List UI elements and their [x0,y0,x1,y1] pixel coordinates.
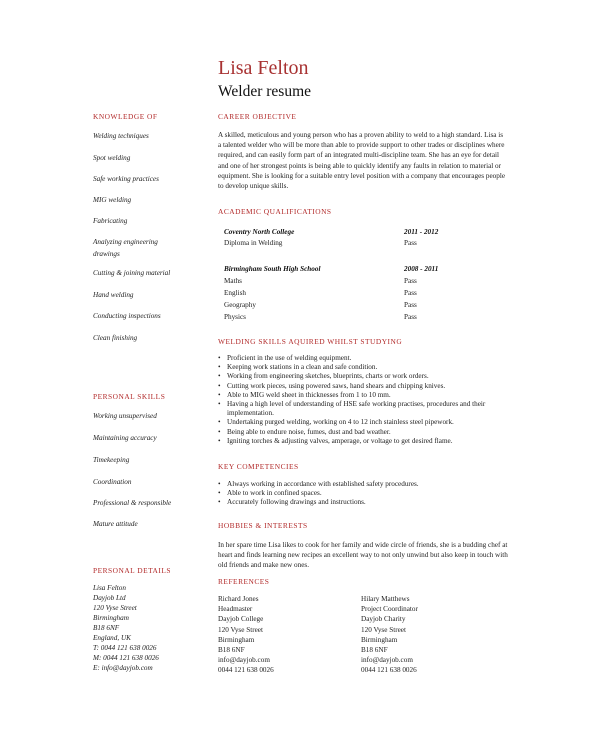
bullet-icon: • [218,489,221,498]
contact-phone: T: 0044 121 638 0026 [93,644,157,652]
skills-heading: PERSONAL SKILLS [93,392,166,401]
ref-line: Hilary Matthews [361,595,410,603]
qual-subject: Physics [224,313,246,321]
qual-result: Pass [404,239,417,247]
qual-result: Pass [404,313,417,321]
qual-result: Pass [404,277,417,285]
knowledge-item: Cutting & joining material [93,269,171,277]
competencies-list [218,480,514,508]
knowledge-item: Clean finishing [93,334,138,342]
contact-line: Birmingham [93,614,129,622]
bullet-icon: • [218,418,221,427]
career-text: A skilled, meticulous and young person who has a proven ability to weld to a high standard. Lisa is a talented welder who will be more than able to provide support to other trades or disciplines where required, and can easily form part of an integrated multi-discipline team. She has an eye for detail and one of her strongest points is being able to quickly identify any faults in relation to material or equipment. She is looking for a suitable entry level position with a company that encourages people to develop unique skills. [218,131,506,191]
qual-subject: Geography [224,301,256,309]
welding-item: • Igniting torches & adjusting valves, amperage, or voltage to get desired flame. [218,436,453,445]
knowledge-item: Welding techniques [93,132,149,140]
bullet-icon: • [218,363,221,372]
qual-subject: Diploma in Welding [224,239,283,247]
welding-item: • Cutting work pieces, using powered saws, hand shears and chipping knives. [218,381,446,390]
welding-item: • Proficient in the use of welding equipment. [218,354,352,362]
reference-left [218,594,274,676]
knowledge-item: Analyzing engineering drawings [93,238,158,258]
qual-institution: Coventry North College [224,228,295,236]
skill-item: Professional & responsible [93,499,172,507]
ref-line: 120 Vyse Street [218,625,263,634]
bullet-icon: • [218,436,221,445]
contact-line: Lisa Felton [93,584,126,592]
ref-line: B18 6NF [218,646,245,655]
skill-item: Coordination [93,478,132,486]
ref-phone: 0044 121 638 0026 [361,666,417,675]
qual-dates: 2011 - 2012 [404,228,439,236]
ref-line: Project Coordinator [361,605,418,614]
academic-heading: ACADEMIC QUALIFICATIONS [218,207,332,216]
ref-line: 120 Vyse Street [361,625,406,634]
ref-line: Birmingham [218,635,255,644]
skill-item: Timekeeping [93,456,130,464]
qual-result: Pass [404,301,417,309]
contact-email: E: info@dayjob.com [93,664,153,672]
contact-line: 120 Vyse Street [93,604,137,612]
ref-line: Birmingham [361,635,398,644]
resume-subtitle: Welder resume [218,83,311,100]
qual-subject: English [224,289,246,297]
knowledge-item: Safe working practices [93,175,159,183]
qual-result: Pass [404,289,417,297]
details-heading: PERSONAL DETAILS [93,566,171,575]
skill-item: Working unsupervised [93,412,157,420]
knowledge-item: Hand welding [93,291,134,299]
resume-name: Lisa Felton [218,57,309,79]
bullet-icon: • [218,372,221,381]
competency-item: • Able to work in confined spaces. [218,489,322,498]
welding-list [218,354,514,446]
hobbies-heading: HOBBIES & INTERESTS [218,521,308,530]
skill-item: Maintaining accuracy [93,434,157,442]
welding-item: • Being able to endure noise, fumes, dust and bad weather. [218,427,391,436]
ref-line: Richard Jones [218,595,259,603]
reference-right [361,594,418,676]
qual-institution: Birmingham South High School [224,265,321,273]
ref-line: Dayjob College [218,615,264,624]
ref-line: Headmaster [218,605,253,614]
ref-email: info@dayjob.com [218,656,270,665]
skill-item: Mature attitude [93,520,138,528]
knowledge-item: Spot welding [93,154,131,162]
knowledge-heading: KNOWLEDGE OF [93,112,158,121]
career-heading: CAREER OBJECTIVE [218,112,297,121]
contact-line: Dayjob Ltd [93,594,126,602]
competency-item: • Accurately following drawings and instructions. [218,498,366,507]
competency-item: • Always working in accordance with established safety procedures. [218,480,419,488]
welding-item: • Able to MIG weld sheet in thicknesses from 1 to 10 mm. [218,390,391,399]
bullet-icon: • [218,354,221,362]
welding-item: • Keeping work stations in a clean and safe condition. [218,363,378,372]
bullet-icon: • [218,381,221,390]
qual-subject: Maths [224,277,242,285]
knowledge-item: MIG welding [93,196,132,204]
bullet-icon: • [218,390,221,399]
hobbies-text: In her spare time Lisa likes to cook for her family and wide circle of friends, she is a budding chef at heart and finds learning new recipes an excellent way to not only unwind but also keep in touch with old friends and make new ones. [218,541,508,570]
bullet-icon: • [218,480,221,488]
bullet-icon: • [218,498,221,507]
welding-item: • Working from engineering sketches, blueprints, charts or work orders. [218,372,429,381]
contact-line: B18 6NF [93,624,120,632]
bullet-icon: • [218,427,221,436]
ref-phone: 0044 121 638 0026 [218,666,274,675]
knowledge-item: Fabricating [93,217,128,225]
ref-line: Dayjob Charity [361,615,406,624]
qual-dates: 2008 - 2011 [404,265,439,273]
contact-mobile: M: 0044 121 638 0026 [93,654,159,662]
references-heading: REFERENCES [218,577,270,586]
welding-item: • Having a high level of understanding of HSE safe working practises, procedures and their implementation. [218,400,486,418]
ref-email: info@dayjob.com [361,656,413,665]
knowledge-item: Conducting inspections [93,312,161,320]
ref-line: B18 6NF [361,646,388,655]
contact-line: England, UK [93,634,131,642]
competencies-heading: KEY COMPETENCIES [218,462,299,471]
bullet-icon: • [218,400,221,409]
welding-heading: WELDING SKILLS AQUIRED WHILST STUDYING [218,337,403,346]
welding-item: • Undertaking purged welding, working on 4 to 12 inch stainless steel pipework. [218,418,454,427]
